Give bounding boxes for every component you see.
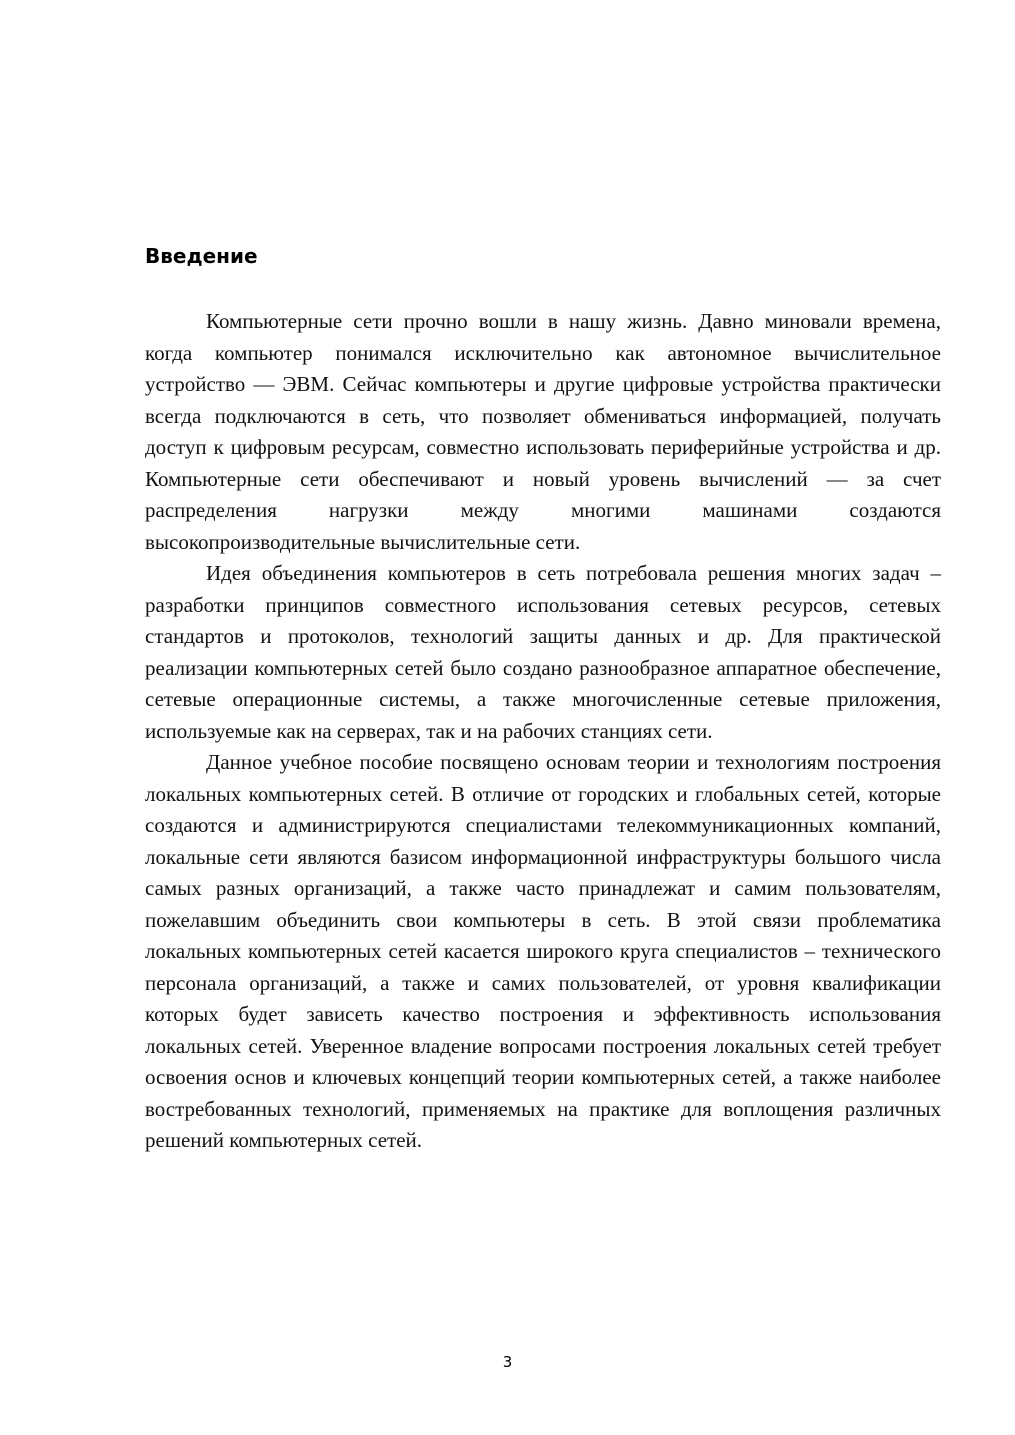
section-heading: Введение [145,244,258,268]
paragraph-1: Компьютерные сети прочно вошли в нашу жизнь. Давно миновали времена, когда компьютер понимался исключительно как автономное вычислительное устройство — ЭВМ. Сейчас компьютеры и другие цифровые устройства практически всегда подключаются в сеть, что позволяет обмениваться информацией, получать доступ к цифровым ресурсам, совместно использовать периферийные устройства и др. Компьютерные сети обеспечивают и новый уровень вычислений — за счет распределения нагрузки между многими машинами создаются высокопроизводительные вычислительные сети. [145,309,941,554]
page-number: 3 [502,1353,513,1371]
paragraph-2: Идея объединения компьютеров в сеть потребовала решения многих задач – разработки принципов совместного использования сетевых ресурсов, сетевых стандартов и протоколов, технологий защиты данных и др. Для практической реализации компьютерных сетей было создано разнообразное аппаратное обеспечение, сетевые операционные системы, а также многочисленные сетевые приложения, используемые как на серверах, так и на рабочих станциях сети. [145,561,941,743]
body-text [145,306,941,1157]
paragraph-3: Данное учебное пособие посвящено основам теории и технологиям построения локальных компьютерных сетей. В отличие от городских и глобальных сетей, которые создаются и администрируются специалистами телекоммуникационных компаний, локальные сети являются базисом информационной инфраструктуры большого числа самых разных организаций, а также часто принадлежат и самим пользователям, пожелавшим объединить свои компьютеры в сеть. В этой связи проблематика локальных компьютерных сетей касается широкого круга специалистов – технического персонала организаций, а также и самих пользователей, от уровня квалификации которых будет зависеть качество построения и эффективность использования локальных сетей. Уверенное владение вопросами построения локальных сетей требует освоения основ и ключевых концепций теории компьютерных сетей, а также наиболее востребованных технологий, применяемых на практике для воплощения различных решений компьютерных сетей. [145,750,941,1152]
